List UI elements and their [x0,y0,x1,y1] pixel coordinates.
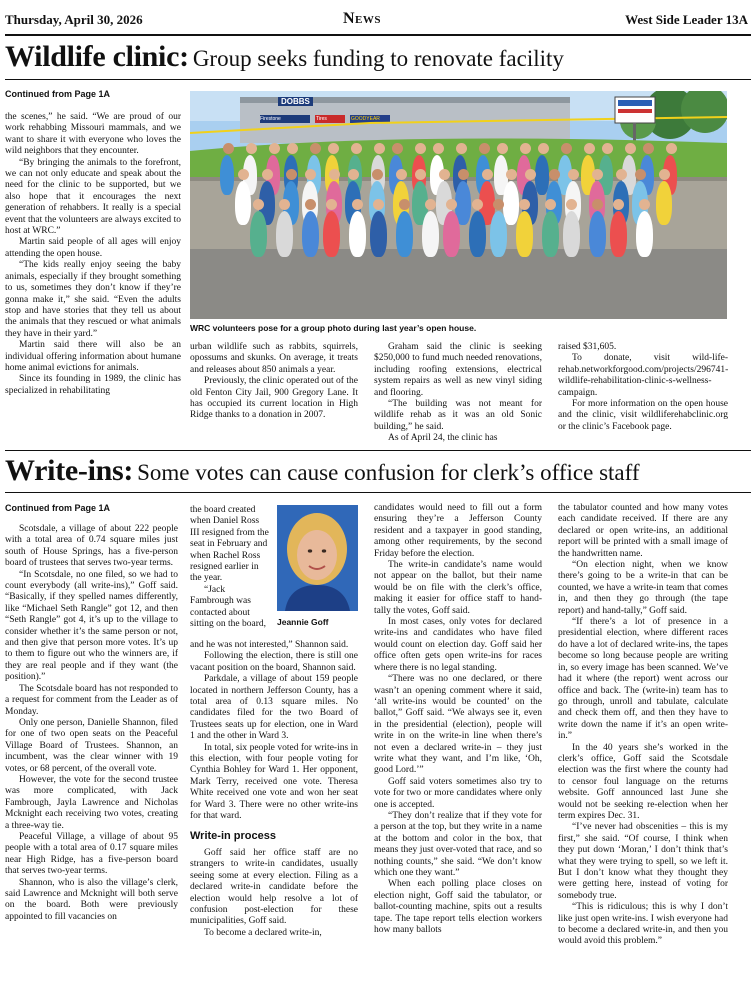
story2-column-4 [558,503,728,979]
headline-kicker-2: Write-ins: [5,454,134,487]
volunteer-head [396,169,407,180]
paragraph: “They don’t realize that if they vote for a person at the top, but they write in a name at the bottom and color in the box, that means they just over-voted that race, and so nothing counts,” she said. “We don’t know which one they want.” [374,810,542,878]
volunteer-head [286,169,297,180]
volunteer-head [328,143,339,154]
volunteer-head [305,169,316,180]
volunteer-head [666,143,677,154]
paragraph: However, the vote for the second trustee was more complicated, with Jack Fambrough, Jayla Lawrence and Nicholas Mcknight each receiving two votes, creating a three-way tie. [5,774,178,831]
paragraph: Shannon, who is also the village’s clerk, said Lawrence and Mcknight will both serve on the board. Both were previously appointed to fill vacancies on [5,877,178,922]
volunteer-head [373,199,384,210]
volunteers-group-photo [190,91,727,319]
headline-wildlife [5,40,564,74]
volunteer-head [372,169,383,180]
continued-label: Continued from Page 1A [5,89,111,99]
story1-column-2 [190,342,358,446]
story2-column-1 [5,524,178,979]
paragraph: “The building was not meant for wildlife rehab as it was an old Sonic building,” he said. [374,399,542,432]
volunteer-head [351,143,362,154]
paragraph: In most cases, only votes for declared write-ins and candidates who have filed would count on election day. Goff said her office often gets open write-ins for races where there is no legal standing. [374,617,542,673]
section-name: News [343,10,382,27]
firestone-sign: Firestone [260,116,281,122]
paragraph: Previously, the clinic operated out of the old Fenton City Jail, 900 Gregory Lane. It has occupied its current location in High Ridge thanks to a donation in 2007. [190,376,358,421]
volunteer-figure [302,211,319,257]
volunteer-head [561,143,572,154]
paragraph: Only one person, Danielle Shannon, filed for one of two open seats on the Peaceful Village Board of Trustees. Shannon, an incumbent, was the clear winner with 19 votes, or 68 percent, of the overall vote. [5,717,178,774]
volunteer-head [493,199,504,210]
story-divider [5,450,751,451]
volunteer-head [415,169,426,180]
volunteer-head [238,169,249,180]
story1-column-4 [558,342,728,446]
volunteer-head [566,199,577,210]
volunteer-head [479,143,490,154]
volunteer-head [439,169,450,180]
paragraph: “I’ve never had obscenities – this is my first,” she said. “Of course, I think when they put down ‘Moran,’ I don’t think that’s what they were trying to spell, so we left it. But I don’t know what they thought they were getting here, instead of voting for somebody true. [558,822,728,901]
volunteer-figure [469,211,486,257]
paragraph: candidates would need to fill out a form ensuring they’re a Jefferson County resident and a taxpayer in good standing, among other requirements, by the second Friday before the election. [374,503,542,559]
volunteer-figure [503,181,519,225]
paragraph: When each polling place closes on election night, Goff said the tabulator, or ballot-counting machine, spits out a results tape. The tape report tells election workers how many ballots [374,879,542,936]
volunteer-figure [490,211,507,257]
volunteer-head [425,199,436,210]
story1-column-3 [374,342,542,446]
folio-rule [5,34,751,36]
volunteer-figure [542,211,559,257]
volunteer-head [456,143,467,154]
volunteer-head [613,199,624,210]
subhead-write-in-process: Write-in process [190,829,276,842]
volunteer-head [592,169,603,180]
volunteer-head [525,169,536,180]
folio-page: West Side Leader 13A [625,12,748,27]
tires-sign: Tires [316,116,327,122]
volunteer-head [305,199,316,210]
paragraph: Goff said her office staff are no strangers to write-in candidates, usually seeing some at every election. Filing as a declared write-in candidate before the election would help resolve a lot of confusion post-election for these municipalities, Goff said. [190,847,358,927]
volunteer-head [223,143,234,154]
volunteer-head [348,169,359,180]
headline-kicker: Wildlife clinic: [5,40,189,73]
folio-date: Thursday, April 30, 2026 [5,12,143,27]
volunteer-head [433,143,444,154]
paragraph: Peaceful Village, a village of about 95 people with a total area of 0.17 square miles near High Ridge, has a five-person board that serves two-year terms. [5,831,178,877]
portrait-illustration [277,505,358,611]
paragraph: To become a declared write-in, [204,927,322,938]
volunteer-head [506,169,517,180]
story2-column-2-wrap [190,505,270,637]
headline-deck: Group seeks funding to renovate facility [192,46,564,71]
photo-caption: WRC volunteers pose for a group photo during last year’s open house. [190,323,477,333]
volunteer-head [625,143,636,154]
volunteer-figure [610,211,627,257]
volunteer-figure [276,211,293,257]
volunteer-figure [563,211,580,257]
paragraph: raised $31,605. [558,342,617,352]
volunteer-head [392,143,403,154]
paragraph: Martin said there will also be an individual offering information about humane home animal evictions for animals. [5,340,181,373]
volunteer-head [520,143,531,154]
paragraph: Scotsdale, a village of about 222 people with a total area of 0.74 square miles just south of House Springs, has a five-person board of trustees that serves two-year terms. [5,524,178,569]
headline-rule [5,79,751,80]
volunteer-head [374,143,385,154]
volunteer-head [616,169,627,180]
volunteer-figure [370,211,387,257]
volunteer-head [519,199,530,210]
paragraph: and he was not interested,” Shannon said. [190,640,349,650]
store-sign: DOBBS [278,97,313,106]
paragraph: “On election night, when we know there’s going to be a write-in that can be counted, we have a write-in team that comes in, and then they go through (the tape report) and hand-tally,” Goff said. [558,560,728,616]
volunteer-figure [589,211,606,257]
goodyear-sign: GOODYEAR [351,116,380,122]
volunteer-head [592,199,603,210]
story2-column-2 [190,640,358,979]
volunteer-head [659,169,670,180]
volunteer-figure [396,211,413,257]
paragraph: Goff said voters sometimes also try to vote for two or more candidates where only one is accepted. [374,776,542,810]
paragraph: Parkdale, a village of about 159 people located in northern Jefferson County, has a total area of 0.13 square miles. No candidates filed for the two Board of Trustees seats up for election, one in Ward 1 and the other in Ward 3. [190,674,358,742]
paragraph: “In Scotsdale, no one filed, so we had to count everybody (all write-ins),” Goff said. “Basically, if they spelled names differently, like “Michael Seth Rangle” got 12, and then “Seth Rangle” got 4, it’s up to the village to consider whether it’s the same person or not, and then give that person more votes. It’s up to them to figure out who the winners are, if they are real people and if they want (the position).” [5,569,178,683]
volunteer-head [643,143,654,154]
volunteer-head [584,143,595,154]
volunteer-figure [323,211,340,257]
paragraph: urban wildlife such as rabbits, squirrels, opossums and skunks. On average, it treats and releases about 850 animals a year. [190,342,358,375]
paragraph: Graham said the clinic is seeking $250,000 to fund much needed renovations, including roofing extensions, electrical system repairs as well as new vinyl siding and flooring. [374,342,542,398]
headline-write-ins [5,454,640,488]
paragraph: For more information on the open house and the clinic, visit wildliferehabclinic.org or the clinic’s Facebook page. [558,399,728,432]
volunteer-figure [656,181,672,225]
continued-label-2: Continued from Page 1A [5,503,111,513]
volunteer-head [287,143,298,154]
volunteer-figure [443,211,460,257]
headline-deck-2: Some votes can cause confusion for clerk’s office staff [137,460,640,485]
story1-column-1 [5,112,181,446]
volunteer-head [602,143,613,154]
volunteer-head [639,199,650,210]
paragraph: As of April 24, the clinic has [388,433,498,444]
volunteer-figure [349,211,366,257]
volunteer-head [568,169,579,180]
volunteer-head [329,169,340,180]
volunteer-head [326,199,337,210]
volunteer-head [472,199,483,210]
volunteer-head [253,199,264,210]
paragraph: the tabulator counted and how many votes each candidate received. If there are any declared or open write-ins, an additional report will be printed with a small image of the handwritten name. [558,503,728,559]
volunteer-head [549,169,560,180]
paragraph: “There was no one declared, or there wasn’t an opening comment where it said, ‘all write-ins would be counted’ on the ballot,” Goff said. “We always see it, even in the presidential (election), people will write in on the write-in line when there’s not even a declared write-in – they just write what they want, and I’m like, ‘Oh, good Lord.’” [374,674,542,776]
paragraph: In the 40 years she’s worked in the clerk’s office, Goff said the Scotsdale election was the first where the county had to censor foul language on the returns website. Goff announced last June she would not be seeking re-election when her term expires Dec. 31. [558,742,728,821]
paragraph: the board created when Daniel Ross III resigned from the seat in February and when Rachel Ross resigned earlier in the year. [190,505,269,584]
volunteer-figure [250,211,267,257]
volunteer-head [415,143,426,154]
volunteer-figure [235,181,251,225]
volunteer-figure [422,211,439,257]
volunteer-figure [636,211,653,257]
paragraph: Since its founding in 1989, the clinic has specialized in rehabilitating [5,374,181,396]
paragraph: In total, six people voted for write-ins in this election, with four people voting for Cynthia Bohley for Ward 1. Her opponent, Mark Terry, received one vote. Theresa White received one vote and won her seat for Ward 3. There were no other write-ins for that ward. [190,742,358,822]
paragraph: the scenes,” he said. “We are proud of our work rehabbing Missouri mammals, and we want to share it with everyone who loves the wild neighbors that they encounter. [5,112,181,157]
paragraph: The Scotsdale board has not responded to a request for comment from the Leader as of Monday. [5,683,178,717]
jeannie-goff-photo [277,505,358,611]
volunteer-head [635,169,646,180]
volunteer-head [262,169,273,180]
volunteer-head [352,199,363,210]
volunteer-figure [220,155,234,195]
paragraph: The write-in candidate’s name would not appear on the ballot, but their name would be on file with the clerk’s office, making it easier for office staff to hand-tally the votes, Goff said. [374,560,542,616]
volunteer-head [310,143,321,154]
volunteer-head [545,199,556,210]
volunteer-head [246,143,257,154]
volunteer-head [269,143,280,154]
volunteer-head [279,199,290,210]
volunteer-head [446,199,457,210]
paragraph: “This is ridiculous; this is why I don’t like just open write-ins. I wish everyone had to become a declared write-in, and then you would avoid this problem.” [558,902,728,947]
paragraph: “Jack Fambrough was contacted about sitting on the board, [190,584,266,630]
volunteer-head [482,169,493,180]
paragraph: Martin said people of all ages will enjoy attending the open house. [5,237,181,259]
paragraph: Following the election, there is still one vacant position on the board, Shannon said. [190,651,358,673]
story2-column-3 [374,503,542,979]
volunteer-head [538,143,549,154]
volunteer-head [399,199,410,210]
headline-rule-2 [5,492,751,493]
volunteer-head [497,143,508,154]
paragraph: “The kids really enjoy seeing the baby animals, especially if they brought something to us, sometimes they don’t know if they’re gonna make it,” she said. “Even the adults stop and have stories that they tell us about the animals that they rescued or what animals they have in their yard.” [5,260,181,339]
paragraph: To donate, visit wild-life-rehab.networkforgood.com/projects/296741-wildlife-rehabilitation-clinic-s-wellness-campaign. [558,353,728,398]
paragraph: “By bringing the animals to the forefront, we can not only educate and speak about the need for the clinic to be supported, but we also hope that it encourages the next generation of rehabbers. It really is a special event that the volunteers are always excited to host at WRC.” [5,157,181,237]
volunteer-figure [516,211,533,257]
volunteer-head [458,169,469,180]
paragraph: “If there’s a lot of presence in a presidential election, where different races do have a lot of declared write-ins, the tapes become so long because people are writing in, so every image has been scanned. We’ve had it where (the report) went across our office and back. The (write-in) team has to go through, unroll and tabulate, calculate and check them off, and then they have to write down the name if it’s an open write-in.” [558,617,728,742]
portrait-caption: Jeannie Goff [277,617,329,627]
